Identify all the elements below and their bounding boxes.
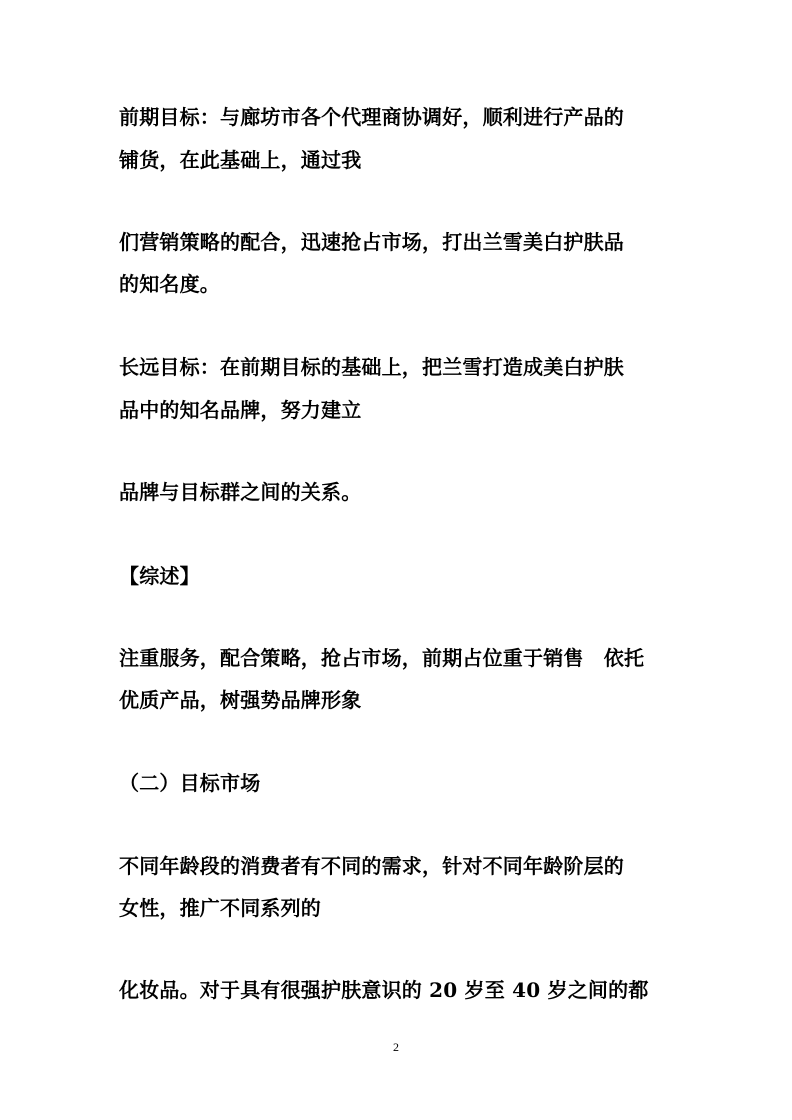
paragraph-line: 前期目标：与廊坊市各个代理商协调好，顺利进行产品的 xyxy=(119,105,624,129)
paragraph-line: 品牌与目标群之间的关系。 xyxy=(119,480,362,504)
paragraph-line: 的知名度。 xyxy=(119,272,220,296)
paragraph-line: 铺货，在此基础上，通过我 xyxy=(119,148,362,172)
paragraph-line: 女性，推广不同系列的 xyxy=(119,896,321,920)
paragraph-line: 不同年龄段的消费者有不同的需求，针对不同年龄阶层的 xyxy=(119,854,624,878)
paragraph-line: 品中的知名品牌，努力建立 xyxy=(119,398,362,422)
paragraph-line: 化妆品。对于具有很强护肤意识的 20 岁至 40 岁之间的都 xyxy=(119,978,649,1002)
paragraph-line: 长远目标：在前期目标的基础上，把兰雪打造成美白护肤 xyxy=(119,355,624,379)
paragraph-line: 们营销策略的配合，迅速抢占市场，打出兰雪美白护肤品 xyxy=(119,230,624,254)
page-number: 2 xyxy=(393,1040,399,1054)
paragraph-line: 注重服务，配合策略，抢占市场，前期占位重于销售 依托 xyxy=(119,646,645,670)
paragraph-line: 优质产品，树强势品牌形象 xyxy=(119,688,362,712)
section-heading: （二）目标市场 xyxy=(119,771,261,795)
section-heading: 【综述】 xyxy=(119,564,200,588)
